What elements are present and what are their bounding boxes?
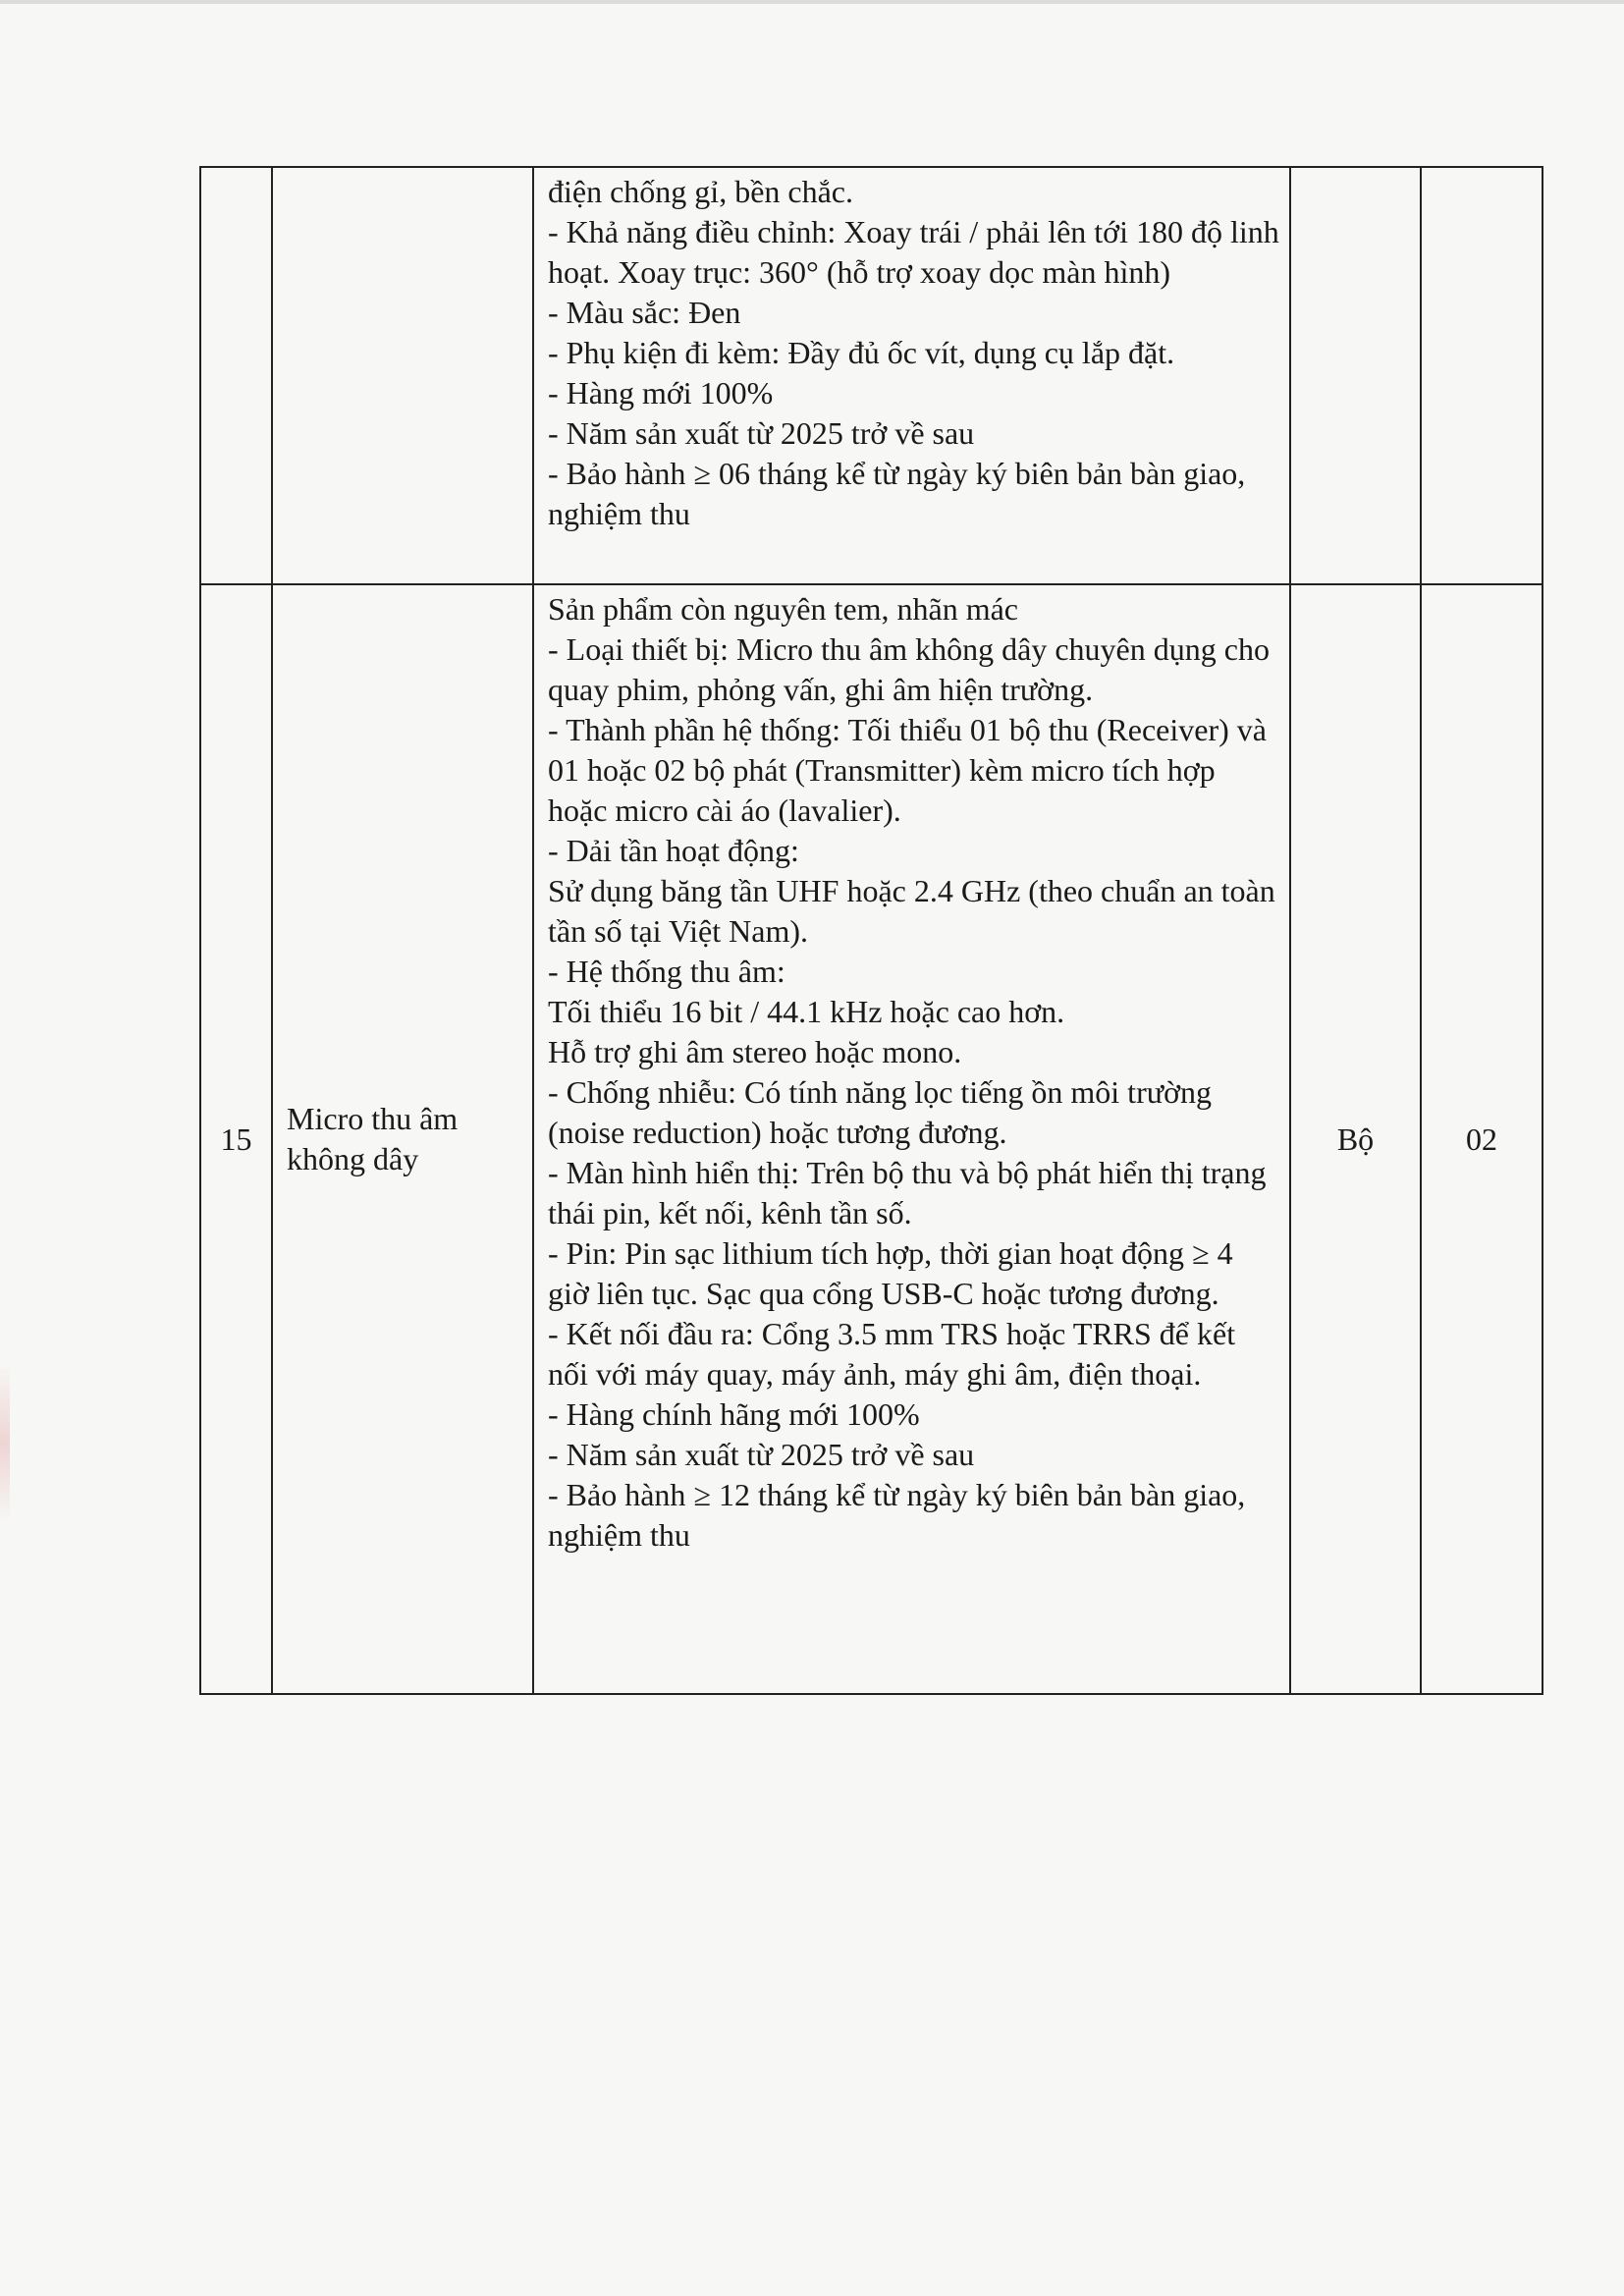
spec-line: - Pin: Pin sạc lithium tích hợp, thời gian hoạt động ≥ 4 giờ liên tục. Sạc qua cổng USB-C hoặc tương đương. — [548, 1235, 1233, 1311]
spec-line: - Màu sắc: Đen — [548, 295, 741, 330]
spec-line: - Khả năng điều chỉnh: Xoay trái / phải lên tới 180 độ linh hoạt. Xoay trục: 360° (hỗ trợ xoay dọc màn hình) — [548, 214, 1279, 290]
spec-line: điện chống gỉ, bền chắc. — [548, 174, 853, 209]
spec-line: Sản phẩm còn nguyên tem, nhãn mác — [548, 591, 1018, 627]
table-row — [200, 584, 1543, 1694]
quantity-cell — [1421, 167, 1543, 584]
spec-line: - Hàng mới 100% — [548, 375, 774, 410]
quantity-cell: 02 — [1421, 584, 1543, 1694]
spec-line: - Bảo hành ≥ 12 tháng kể từ ngày ký biên bản bàn giao, nghiệm thu — [548, 1477, 1246, 1553]
stt-cell — [200, 167, 272, 584]
spec-line: Sử dụng băng tần UHF hoặc 2.4 GHz (theo chuẩn an toàn tần số tại Việt Nam). — [548, 873, 1275, 949]
spec-line: - Loại thiết bị: Micro thu âm không dây chuyên dụng cho quay phim, phỏng vấn, ghi âm hiện trường. — [548, 631, 1270, 707]
spec-line: - Hàng chính hãng mới 100% — [548, 1396, 920, 1432]
spec-line: Hỗ trợ ghi âm stereo hoặc mono. — [548, 1034, 962, 1069]
spec-line: Tối thiểu 16 bit / 44.1 kHz hoặc cao hơn. — [548, 994, 1065, 1029]
spec-line: - Hệ thống thu âm: — [548, 954, 785, 989]
item-name-cell — [272, 167, 533, 584]
spec-line: - Bảo hành ≥ 06 tháng kể từ ngày ký biên bản bàn giao, nghiệm thu — [548, 456, 1246, 531]
item-name-cell: Micro thu âm không dây — [272, 584, 533, 1694]
unit-cell — [1290, 167, 1421, 584]
spec-line: - Phụ kiện đi kèm: Đầy đủ ốc vít, dụng cụ lắp đặt. — [548, 335, 1175, 370]
spec-cell — [533, 584, 1290, 1694]
equipment-spec-table — [199, 166, 1543, 1695]
spec-line: - Năm sản xuất từ 2025 trở về sau — [548, 1437, 975, 1472]
scan-stamp-bleed — [0, 1365, 10, 1522]
table-row — [200, 167, 1543, 584]
stt-cell: 15 — [200, 584, 272, 1694]
unit-cell: Bộ — [1290, 584, 1421, 1694]
spec-line: - Màn hình hiển thị: Trên bộ thu và bộ phát hiển thị trạng thái pin, kết nối, kênh tần số. — [548, 1155, 1267, 1230]
spec-line: - Kết nối đầu ra: Cổng 3.5 mm TRS hoặc TRRS để kết nối với máy quay, máy ảnh, máy ghi âm, điện thoại. — [548, 1316, 1236, 1392]
spec-cell — [533, 167, 1290, 584]
spec-line: - Thành phần hệ thống: Tối thiểu 01 bộ thu (Receiver) và 01 hoặc 02 bộ phát (Transmitter) kèm micro tích hợp hoặc micro cài áo (lavalier). — [548, 712, 1267, 828]
spec-line: - Dải tần hoạt động: — [548, 833, 799, 868]
spec-line: - Chống nhiễu: Có tính năng lọc tiếng ồn môi trường (noise reduction) hoặc tương đương. — [548, 1074, 1212, 1150]
spec-line: - Năm sản xuất từ 2025 trở về sau — [548, 415, 975, 451]
scan-top-edge — [0, 0, 1624, 4]
